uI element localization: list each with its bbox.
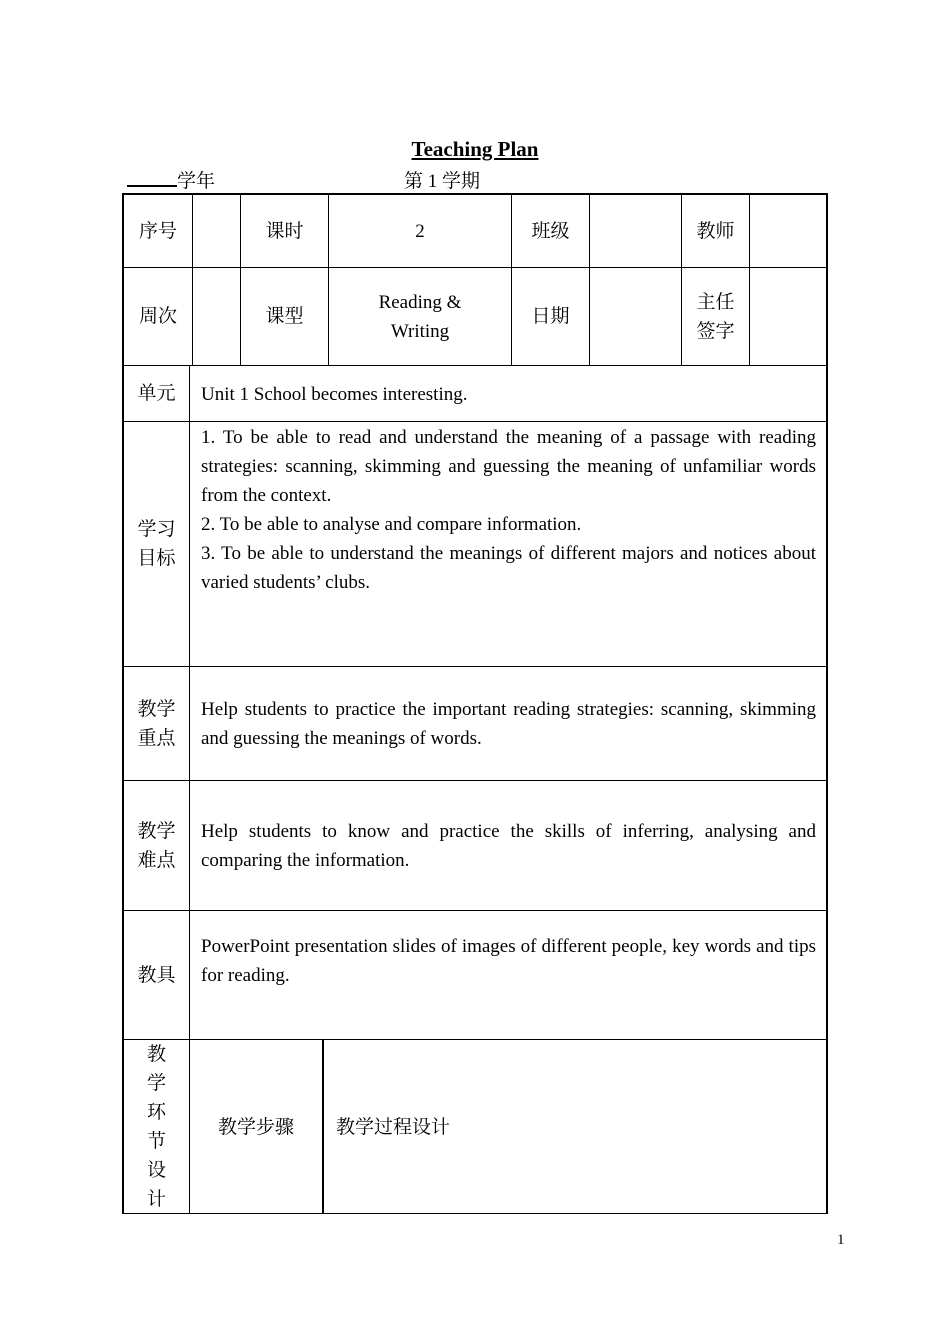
objective-item: 3. To be able to understand the meanings of different majors and notices about varied students’ clubs. bbox=[201, 543, 816, 593]
director-signature-label: 主任签字 bbox=[696, 291, 735, 342]
date-label: 日期 bbox=[531, 306, 570, 327]
date-value[interactable] bbox=[590, 268, 681, 365]
teacher-label: 教师 bbox=[696, 220, 735, 242]
difficulties-label: 教学难点 bbox=[137, 820, 176, 871]
key-points-value: Help students to practice the important reading strategies: scanning, skimming and guessing the meanings of words. bbox=[201, 699, 816, 749]
school-year-blank[interactable] bbox=[127, 167, 177, 187]
school-year-field bbox=[127, 166, 215, 193]
objective-item: 1. To be able to read and understand the meaning of a passage with reading strategies: scanning, skimming and guessing the meaning of unfamiliar words from the context. bbox=[201, 427, 816, 506]
lesson-type-label: 课型 bbox=[265, 306, 304, 327]
key-points-label: 教学重点 bbox=[137, 698, 176, 749]
objectives-list bbox=[201, 423, 816, 597]
school-year-label: 学年 bbox=[177, 171, 216, 192]
class-value[interactable] bbox=[590, 195, 681, 267]
unit-value: Unit 1 School becomes interesting. bbox=[201, 384, 468, 405]
teaching-plan-table bbox=[122, 193, 828, 1215]
process-design-header: 教学过程设计 bbox=[336, 1117, 451, 1138]
teaching-aids-label: 教具 bbox=[137, 964, 176, 986]
objectives-label: 学习目标 bbox=[137, 519, 176, 569]
unit-label: 单元 bbox=[137, 383, 176, 404]
teaching-aids-value: PowerPoint presentation slides of images of different people, key words and tips for reading. bbox=[201, 936, 816, 986]
objective-item: 2. To be able to analyse and compare information. bbox=[201, 514, 582, 535]
week-label: 周次 bbox=[138, 306, 177, 327]
period-value[interactable]: 2 bbox=[415, 220, 425, 242]
difficulties-value: Help students to know and practice the skills of inferring, analysing and comparing the information. bbox=[201, 821, 816, 871]
serial-label: 序号 bbox=[138, 220, 177, 242]
process-design-label: 教学环节设计 bbox=[146, 1043, 166, 1210]
term-label: 第 1 学期 bbox=[404, 171, 481, 192]
page-number: 1 bbox=[837, 1232, 845, 1248]
lesson-type-value[interactable]: Reading & Writing bbox=[378, 291, 462, 342]
teaching-steps-label: 教学步骤 bbox=[217, 1117, 294, 1138]
page-title: Teaching Plan bbox=[411, 137, 539, 161]
director-signature-value[interactable] bbox=[750, 268, 826, 365]
week-value[interactable] bbox=[193, 268, 240, 365]
teacher-value[interactable] bbox=[750, 195, 826, 267]
serial-value[interactable] bbox=[193, 195, 240, 267]
period-label: 课时 bbox=[265, 220, 304, 242]
class-label: 班级 bbox=[531, 220, 570, 242]
